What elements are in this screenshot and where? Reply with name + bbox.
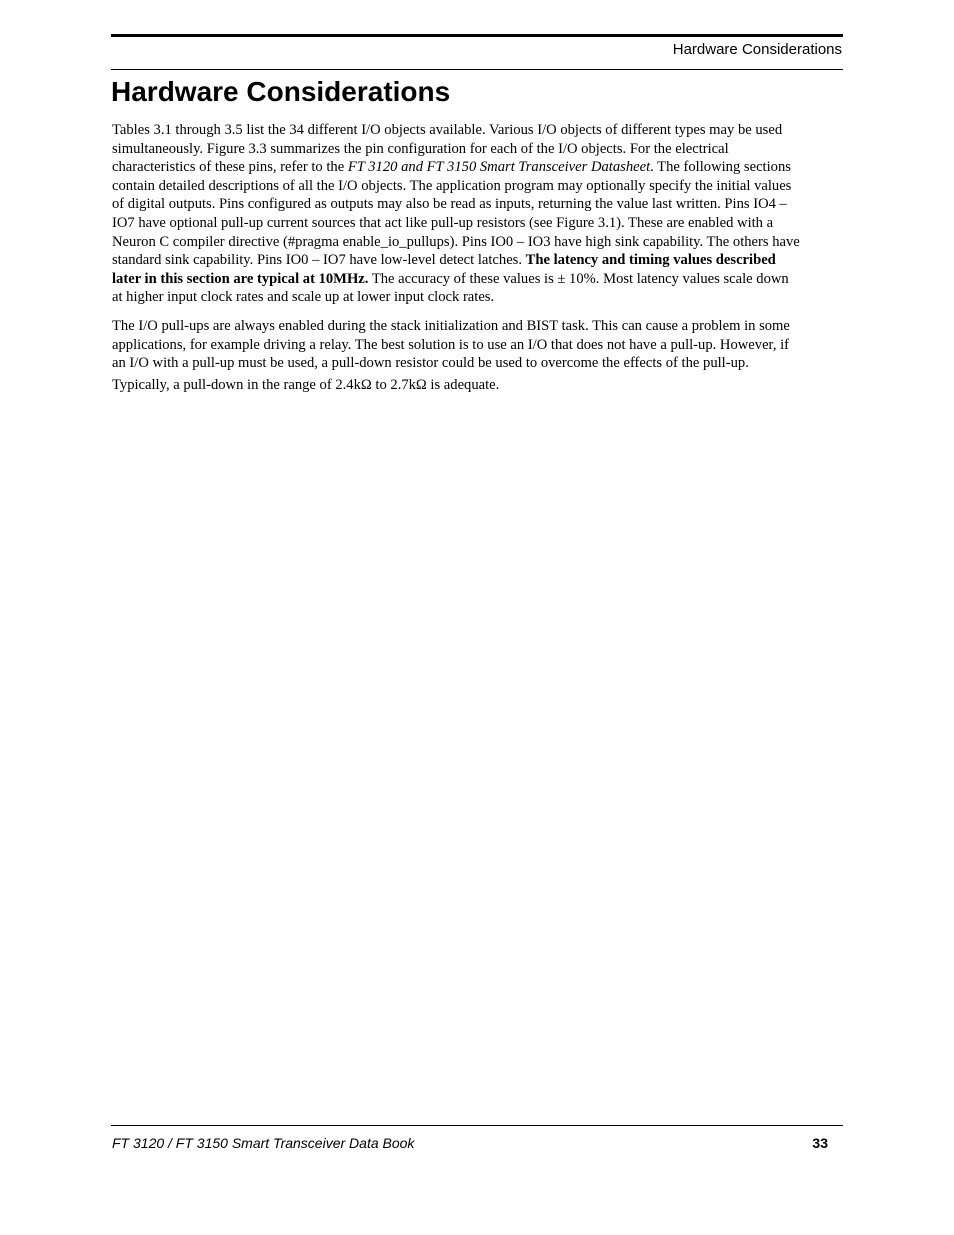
text-line: [112, 233, 844, 252]
text-segment: The accuracy of these values is ± 10%. Most latency values scale down: [368, 270, 789, 287]
text-segment: of digital outputs. Pins configured as outputs may also be read as inputs, returning the value last written. Pins IO4 –: [112, 196, 787, 213]
footer-book-title: FT 3120 / FT 3150 Smart Transceiver Data Book: [112, 1135, 415, 1151]
text-line: [112, 354, 844, 373]
text-segment: . The following sections: [650, 159, 791, 176]
bold-text: The latency and timing values described: [525, 252, 776, 269]
text-line: [112, 121, 844, 140]
text-line: [112, 195, 844, 214]
top-rule: [111, 34, 843, 37]
text-line: [112, 270, 844, 289]
text-line: [112, 317, 844, 336]
text-line: [112, 140, 844, 159]
text-segment: contain detailed descriptions of all the I/O objects. The application program may optionally specify the initial values: [112, 177, 792, 194]
text-line: [112, 214, 844, 233]
text-segment: characteristics of these pins, refer to the: [112, 159, 348, 176]
text-segment: an I/O with a pull-up must be used, a pull-down resistor could be used to overcome the effects of the pull-up.: [112, 355, 749, 372]
footer-rule: [111, 1125, 843, 1126]
text-line: [112, 251, 844, 270]
page-title: Hardware Considerations: [111, 76, 451, 107]
text-segment: applications, for example driving a relay. The best solution is to use an I/O that does not have a pull-up. However, if: [112, 336, 790, 353]
text-segment: The I/O pull-ups are always enabled during the stack initialization and BIST task. This can cause a problem in some: [112, 318, 790, 334]
text-segment: IO7 have optional pull-up current sources that act like pull-up resistors (see Figure 3.1). These are enabled with a: [112, 214, 774, 231]
text-line: [112, 336, 844, 355]
paragraph-pull-down: [112, 376, 844, 395]
page-number: 33: [812, 1135, 828, 1151]
header-rule: [111, 69, 843, 70]
text-line: [112, 288, 844, 307]
running-header: Hardware Considerations: [672, 41, 842, 58]
text-segment: Neuron C compiler directive (#pragma enable_io_pullups). Pins IO0 – IO3 have high sink capability. The others have: [112, 233, 800, 250]
text-segment: Typically, a pull-down in the range of 2.4kΩ to 2.7kΩ is adequate.: [112, 377, 500, 393]
paragraph-pull-ups: [112, 317, 844, 373]
text-segment: standard sink capability. Pins IO0 – IO7 have low-level detect latches.: [112, 252, 526, 269]
paragraph-io-objects: [112, 121, 844, 307]
text-line: [112, 177, 844, 196]
text-line: [112, 376, 844, 395]
text-segment: Tables 3.1 through 3.5 list the 34 different I/O objects available. Various I/O objects of different types may be used: [112, 122, 783, 138]
text-segment: at higher input clock rates and scale up at lower input clock rates.: [112, 289, 495, 306]
text-line: [112, 158, 844, 177]
bold-text: later in this section are typical at 10MHz.: [112, 270, 369, 287]
text-segment: simultaneously. Figure 3.3 summarizes the pin configuration for each of the I/O objects. For the electrical: [112, 140, 729, 157]
italic-text: FT 3120 and FT 3150 Smart Transceiver Datasheet: [347, 159, 651, 176]
